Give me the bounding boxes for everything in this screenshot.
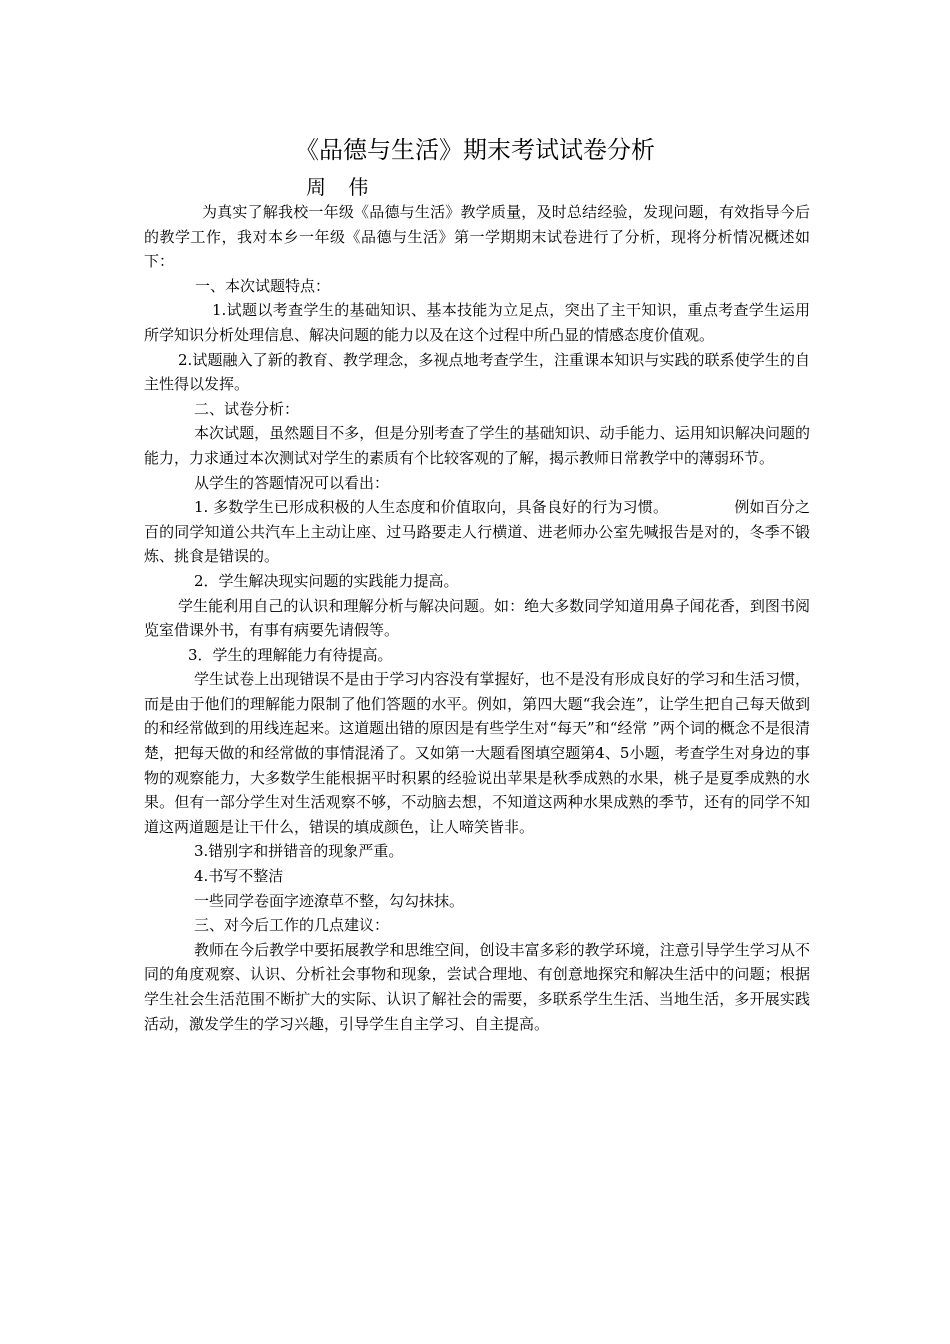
intro-paragraph: 为真实了解我校一年级《品德与生活》教学质量，及时总结经验，发现问题，有效指导今后的教学工作，我对本乡一年级《品德与生活》第一学期期末试卷进行了分析，现将分析情况概述如下：	[144, 203, 810, 271]
document-body	[144, 200, 810, 1036]
analysis-paragraph: 本次试题，虽然题目不多，但是分别考查了学生的基础知识、动手能力、运用知识解决问题的能力，力求通过本次测试对学生的素质有个比较客观的了解，揭示教师日常教学中的薄弱环节。	[144, 424, 810, 467]
suggestion-paragraph: 教师在今后教学中要拓展教学和思维空间，创设丰富多彩的教学环境，注意引导学生学习从不同的角度观察、认识、分析社会事物和现象，尝试合理地、有创意地探究和解决生活中的问题；根据学生社会生活范围不断扩大的实际、认识了解社会的需要，多联系学生生活、当地生活，多开展实践活动，激发学生的学习兴趣，引导学生自主学习、自主提高。	[144, 940, 810, 1033]
section-heading-analysis: 二、试卷分析：	[194, 399, 300, 418]
document-title: 《品德与生活》期末考试试卷分析	[295, 136, 655, 164]
feature-item-1: 1.试题以考查学生的基础知识、基本技能为立足点，突出了主干知识，重点考查学生运用所学知识分析处理信息、解决问题的能力以及在这个过程中所凸显的情感态度价值观。	[144, 301, 810, 344]
observation-point-5: 4.书写不整洁	[194, 867, 284, 886]
observation-point-2-detail: 学生能利用自己的认识和理解分析与解决问题。如：绝大多数同学知道用鼻子闻花香，到图书阅览室借课外书，有事有病要先请假等。	[144, 596, 810, 640]
observation-point-3-detail: 学生试卷上出现错误不是由于学习内容没有掌握好，也不是没有形成良好的学习和生活习惯，而是由于他们的理解能力限制了他们答题的水平。例如，第四大题“我会连”，让学生把自己每天做到的和经常做到的用线连起来。这道题出错的原因是有些学生对“每天”和“经常 ”两个词的概念不是很清楚，把每天做的和经常做的事情混淆了。又如第一大题看图填空题第4、5小题，考查学生对身边的事物的观察能力，大多数学生能根据平时积累的经验说出苹果是秋季成熟的水果，桃子是夏季成熟的水果。但有一部分学生对生活观察不够，不动脑去想，不知道这两种水果成熟的季节，还有的同学不知道这两道题是让干什么，错误的填成颜色，让人啼笑皆非。	[144, 670, 810, 836]
section-heading-features: 一、本次试题特点：	[195, 276, 331, 295]
observation-point-2: 2．学生解决现实问题的实践能力提高。	[194, 571, 459, 590]
observation-point-3: 3．学生的理解能力有待提高。	[188, 645, 393, 664]
observation-point-1-example: 例如百分之百的同学知道公共汽车上主动让座、过马路要走人行横道、进老师办公室先喊报告是对的，冬季不锻炼、挑食是错误的。	[144, 498, 810, 566]
feature-item-2: 2.试题融入了新的教育、教学理念，多视点地考查学生，注重课本知识与实践的联系使学生的自主性得以发挥。	[144, 350, 810, 394]
observation-point-5-detail: 一些同学卷面字迹潦草不整，勾勾抹抹。	[194, 891, 465, 910]
author-name: 周 伟	[306, 175, 377, 199]
observation-point-4: 3.错别字和拼错音的现象严重。	[194, 842, 404, 861]
observation-point-1	[144, 495, 810, 569]
observation-point-1-lead: 1. 多数学生已形成积极的人生态度和价值取向，具备良好的行为习惯。	[194, 498, 669, 517]
observation-intro: 从学生的答题情况可以看出：	[194, 473, 390, 492]
section-heading-suggestions: 三、对今后工作的几点建议：	[194, 916, 390, 935]
